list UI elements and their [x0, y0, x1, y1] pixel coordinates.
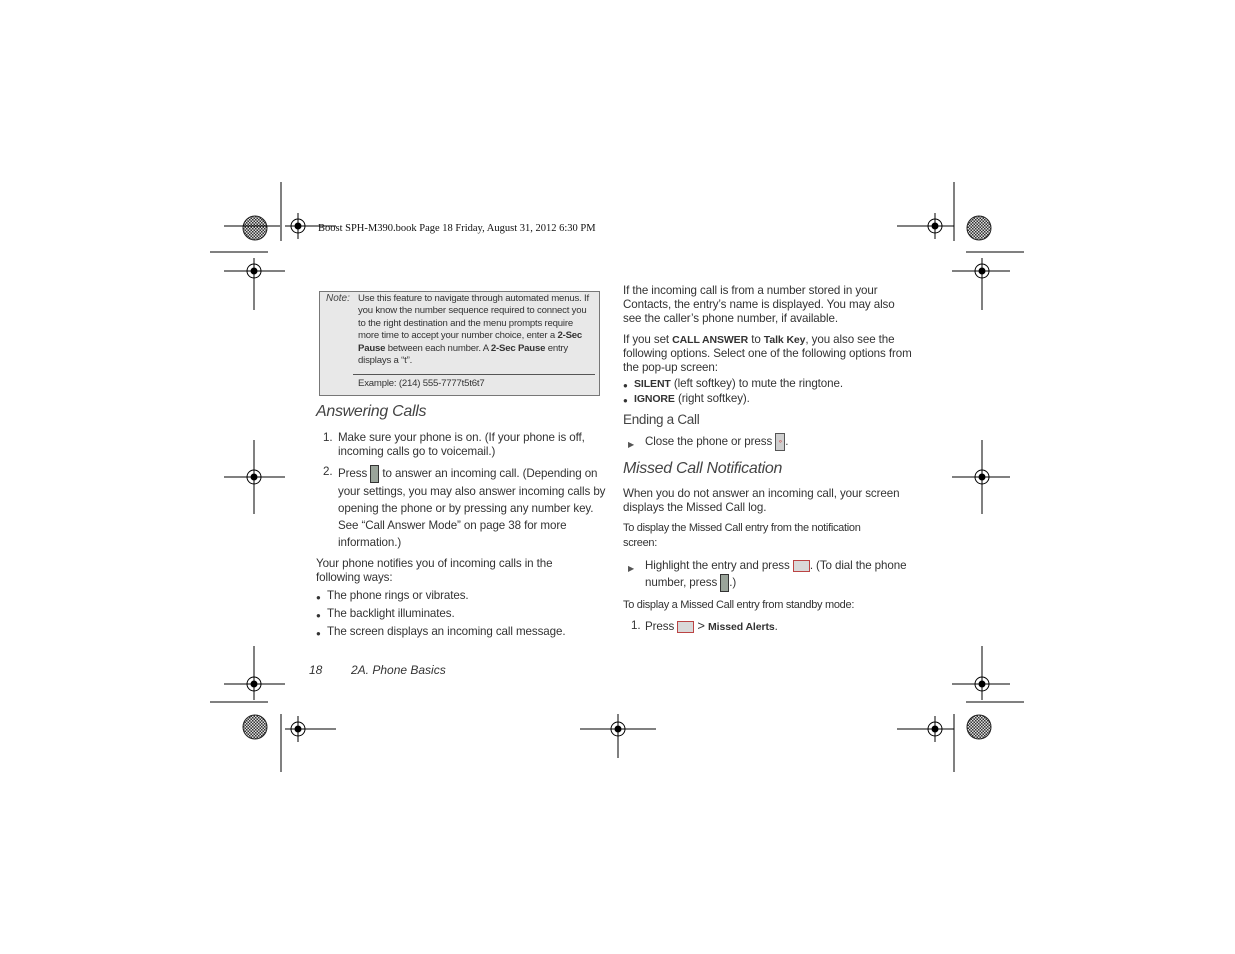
- talk-key-icon: [720, 574, 729, 592]
- step-text-press: Press: [338, 467, 368, 481]
- step-text: . (To dial the phone number, press: [645, 559, 907, 590]
- step-text: [645, 619, 778, 634]
- talk-key-icon: [370, 465, 379, 483]
- bullet-icon: ●: [623, 396, 628, 405]
- list-item-text: (left softkey) to mute the ringtone.: [670, 377, 843, 390]
- section-label: 2A. Phone Basics: [351, 663, 446, 677]
- star-target-icon: [967, 715, 991, 739]
- paragraph: Your phone notifies you of incoming calls in the following ways:: [316, 557, 553, 584]
- step-text-body: to answer an incoming call. (Depending on your settings, you may also answer incoming calls by opening the phone or by pressing any number key. See “Call Answer Mode” on page 38 for more information.): [338, 467, 606, 549]
- list-item: [316, 625, 606, 639]
- bullet-icon: ●: [316, 611, 321, 620]
- bullet-icon: ●: [316, 593, 321, 602]
- step-text-press: Press: [645, 620, 675, 633]
- list-item: [316, 589, 606, 603]
- text: to: [748, 333, 764, 346]
- paragraph: If the incoming call is from a number stored in your Contacts, the entry’s name is displayed. You may also see the caller’s phone number, if available.: [623, 284, 895, 325]
- procedure-lead: To display a Missed Call entry from standby mode:: [623, 599, 855, 611]
- step-text: Highlight the entry and press: [645, 559, 790, 572]
- star-target-icon: [243, 216, 267, 240]
- book-header: Boost SPH-M390.book Page 18 Friday, August 31, 2012 6:30 PM: [318, 223, 596, 234]
- note-text: entry displays a “t”.: [358, 342, 569, 367]
- paragraph: When you do not answer an incoming call, your screen displays the Missed Call log.: [623, 487, 900, 514]
- page-number: 18: [309, 663, 323, 677]
- step-item: [628, 557, 913, 592]
- step-text: .): [729, 576, 737, 590]
- paragraph: [623, 333, 913, 375]
- note-divider: [353, 374, 595, 375]
- note-bold: 2-Sec Pause: [358, 330, 583, 354]
- bold-text: IGNORE: [634, 393, 675, 405]
- list-item-text: The backlight illuminates.: [327, 607, 455, 620]
- bullet-icon: ●: [316, 629, 321, 638]
- bold-text: CALL ANSWER: [672, 334, 749, 346]
- section-heading-missed: Missed Call Notification: [623, 460, 783, 477]
- procedure-lead: To display the Missed Call entry from the notification screen:: [623, 522, 861, 549]
- step-text: .: [785, 435, 789, 449]
- bullet-icon: ●: [623, 381, 628, 390]
- list-item-text: The screen displays an incoming call message.: [327, 625, 566, 638]
- menu-separator: >: [697, 618, 705, 633]
- text: If you set: [623, 333, 673, 346]
- step-number: 1.: [323, 431, 333, 444]
- note-example: Example: (214) 555-7777t5t6t7: [358, 378, 485, 389]
- note-label: Note:: [326, 293, 350, 304]
- end-key-icon: ◦: [775, 433, 785, 451]
- step-item: [628, 433, 918, 451]
- list-item: [623, 377, 913, 391]
- menu-key-icon: [793, 560, 810, 572]
- bold-text: Missed Alerts: [708, 621, 775, 633]
- bold-text: SILENT: [634, 378, 671, 390]
- note-box: [319, 291, 600, 396]
- step-text: Make sure your phone is on. (If your phone is off, incoming calls go to voicemail.): [338, 431, 585, 458]
- section-heading-answering: Answering Calls: [316, 403, 427, 420]
- star-target-icon: [967, 216, 991, 240]
- text: , you also see the following options. Select one of the following options from the pop-up screen:: [623, 333, 912, 374]
- note-text: between each number. A: [385, 342, 491, 354]
- arrow-bullet-icon: ▶: [628, 564, 635, 573]
- list-item: [623, 392, 913, 406]
- arrow-bullet-icon: ▶: [628, 440, 635, 449]
- subheading-ending: Ending a Call: [623, 412, 700, 427]
- note-text: Use this feature to navigate through automated menus. If you know the number sequence required to connect you to the right destination and the menu prompts require more time to accept your number choice, enter a: [358, 293, 589, 342]
- step-text: .: [774, 620, 778, 633]
- step-text: [338, 465, 606, 551]
- list-item-text: (right softkey).: [674, 392, 750, 405]
- list-item-text: The phone rings or vibrates.: [327, 589, 469, 602]
- note-bold: 2-Sec Pause: [490, 342, 546, 354]
- step-number: 1.: [631, 619, 641, 632]
- step-text: Close the phone or press: [645, 435, 773, 449]
- bold-text: Talk Key: [763, 334, 806, 346]
- list-item: [316, 607, 606, 621]
- star-target-icon: [243, 715, 267, 739]
- menu-key-icon: [677, 621, 694, 633]
- note-body: [358, 293, 596, 367]
- step-number: 2.: [323, 465, 333, 478]
